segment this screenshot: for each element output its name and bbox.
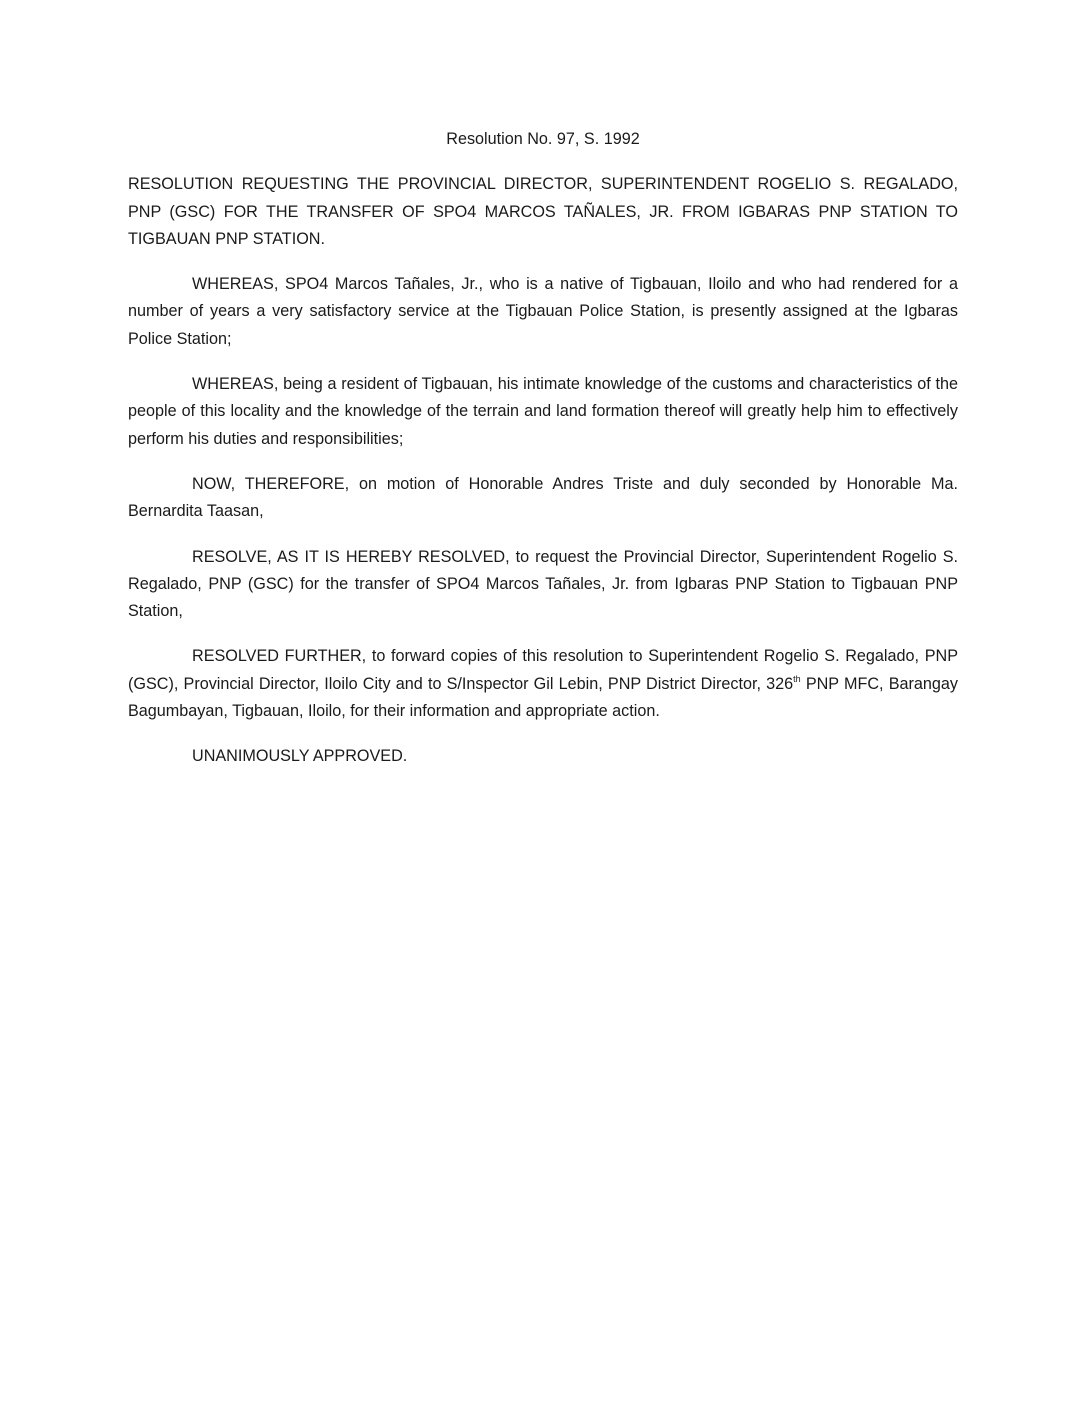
resolved-further-paragraph: [128, 643, 958, 725]
ordinal-suffix: th: [793, 673, 801, 684]
now-therefore-paragraph: NOW, THEREFORE, on motion of Honorable Andres Triste and duly seconded by Honorable Ma. Bernardita Taasan,: [128, 474, 958, 521]
document-body: [128, 126, 958, 789]
approval-statement: UNANIMOUSLY APPROVED.: [192, 747, 408, 766]
resolve-paragraph: RESOLVE, AS IT IS HEREBY RESOLVED, to request the Provincial Director, Superintendent Rogelio S. Regalado, PNP (GSC) for the transfer of SPO4 Marcos Tañales, Jr. from Igbaras PNP Station to Tigbauan PNP Station,: [128, 547, 958, 621]
resolved-further-text-end: PNP MFC, Barangay Bagumbayan, Tigbauan, Iloilo, for their information and appropriate action.: [128, 674, 959, 721]
whereas-paragraph-1: WHEREAS, SPO4 Marcos Tañales, Jr., who is a native of Tigbauan, Iloilo and who had rendered for a number of years a very satisfactory service at the Tigbauan Police Station, is presently assigned at the Igbaras Police Station;: [128, 275, 958, 348]
resolution-title: Resolution No. 97, S. 1992: [446, 130, 640, 148]
resolved-further-text: RESOLVED FURTHER, to forward copies of this resolution to Superintendent Rogelio S. Regalado, PNP (GSC), Provincial Director, Iloilo City and to S/Inspector Gil Lebin, PNP District Director, 326: [128, 647, 958, 693]
whereas-paragraph-2: WHEREAS, being a resident of Tigbauan, his intimate knowledge of the customs and characteristics of the people of this locality and the knowledge of the terrain and land formation thereof will greatly help him to effectively perform his duties and responsibilities;: [128, 375, 958, 448]
resolution-heading: RESOLUTION REQUESTING THE PROVINCIAL DIRECTOR, SUPERINTENDENT ROGELIO S. REGALADO, PNP (GSC) FOR THE TRANSFER OF SPO4 MARCOS TAÑALES, JR. FROM IGBARAS PNP STATION TO TIGBAUAN PNP STATION.: [128, 175, 958, 248]
